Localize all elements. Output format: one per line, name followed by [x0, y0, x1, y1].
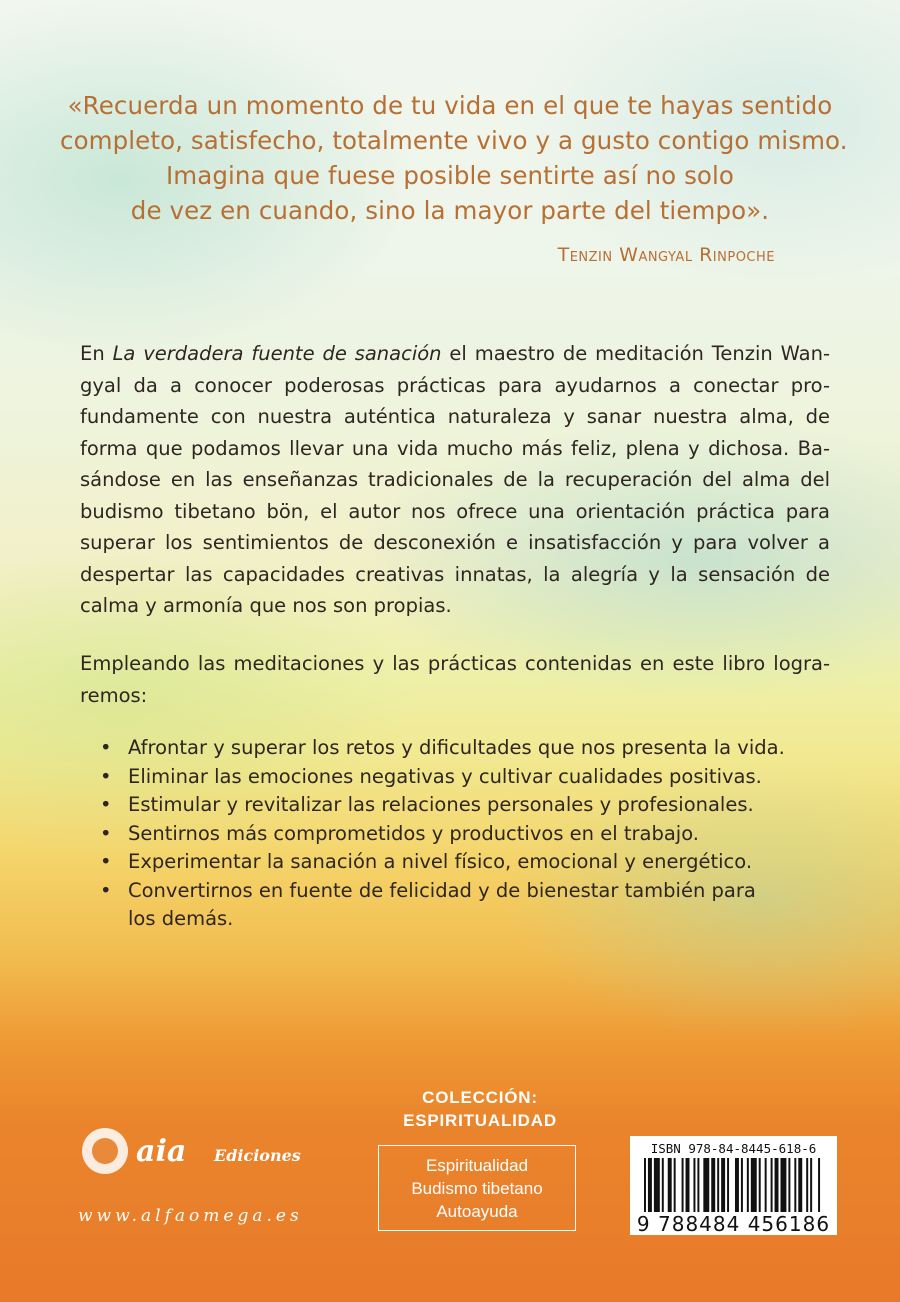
- barcode-bar: [806, 1158, 808, 1212]
- barcode-bar: [771, 1158, 773, 1212]
- quote-line: completo, satisfecho, totalmente vivo y a gusto contigo mismo.: [60, 126, 848, 155]
- barcode-bar: [668, 1158, 672, 1212]
- barcode-bar: [780, 1158, 786, 1212]
- barcode-bar: [751, 1158, 757, 1212]
- intro-line: remos:: [80, 683, 148, 707]
- description-line: En La verdadera fuente de sanación el maestro de meditación Tenzin Wan-: [80, 342, 830, 365]
- description-line: despertar las capacidades creativas innatas, la alegría y la sensación de: [80, 562, 830, 586]
- globe-icon: [82, 1128, 128, 1174]
- list-item: • Eliminar las emociones negativas y cultivar cualidades positivas.: [98, 763, 818, 792]
- category-box: [378, 1145, 576, 1231]
- barcode-bar: [693, 1158, 695, 1212]
- description-line: budismo tibetano bön, el autor nos ofrece una orientación práctica para: [80, 499, 830, 523]
- barcode-bar: [810, 1158, 812, 1212]
- barcode-bar: [788, 1158, 790, 1212]
- quote-author: Tenzin Wangyal Rinpoche: [557, 244, 775, 266]
- barcode-bar: [765, 1158, 767, 1212]
- publisher-brand: aia: [136, 1134, 187, 1169]
- barcode-bar: [703, 1158, 709, 1212]
- isbn-text: ISBN 978-84-8445-618-6: [650, 1141, 817, 1156]
- barcode-bar: [674, 1158, 676, 1212]
- collection-name: ESPIRITUALIDAD: [403, 1111, 557, 1130]
- description-line: sándose en las enseñanzas tradicionales de la recuperación del alma del: [80, 468, 830, 491]
- barcode-bar: [721, 1158, 725, 1212]
- barcode-bar: [648, 1158, 652, 1212]
- barcode-bar: [818, 1158, 820, 1212]
- quote-block: [60, 88, 848, 228]
- quote-line: de vez en cuando, sino la mayor parte del tiempo».: [130, 196, 770, 225]
- barcode-bar: [654, 1158, 660, 1212]
- barcode-bar: [711, 1158, 715, 1212]
- barcode-bars: [644, 1158, 824, 1212]
- description-paragraph: [80, 338, 830, 622]
- barcode-bar: [644, 1158, 646, 1212]
- list-item: • Convertirnos en fuente de felicidad y de bienestar también para los demás.: [98, 877, 818, 934]
- description-line: forma que podamos llevar una vida mucho más feliz, plena y dichosa. Ba-: [80, 436, 830, 460]
- list-item: • Experimentar la sanación a nivel físico, emocional y energético.: [98, 848, 818, 877]
- barcode-bar: [741, 1158, 743, 1212]
- barcode-bar: [662, 1158, 664, 1212]
- description-line: calma y armonía que nos son propias.: [80, 594, 452, 617]
- collection-label: COLECCIÓN:: [422, 1088, 538, 1107]
- barcode-number: 9 788484 456186: [636, 1212, 831, 1236]
- barcode-bar: [727, 1158, 729, 1212]
- barcode-bar: [747, 1158, 749, 1212]
- barcode-bar: [735, 1158, 739, 1212]
- barcode-bar: [686, 1158, 690, 1212]
- quote-line: «Recuerda un momento de tu vida en el que te hayas sentido: [67, 91, 833, 120]
- category-item: Autoayuda: [436, 1202, 518, 1221]
- list-item: • Afrontar y superar los retos y dificultades que nos presenta la vida.: [98, 734, 818, 763]
- publisher-logo: [78, 1124, 348, 1184]
- list-item: • Sentirnos más comprometidos y productivos en el trabajo.: [98, 820, 818, 849]
- publisher-sub: Ediciones: [214, 1146, 301, 1165]
- barcode: [630, 1136, 837, 1235]
- book-title: La verdadera fuente de sanación: [112, 342, 442, 365]
- category-item: Espiritualidad: [425, 1156, 529, 1175]
- list-item-continuation: los demás.: [128, 907, 234, 930]
- publisher-url: www.alfaomega.es: [78, 1206, 303, 1226]
- barcode-bar: [798, 1158, 802, 1212]
- intro-line: Empleando las meditaciones y las prácticas contenidas en este libro logra-: [80, 652, 830, 675]
- quote-line: Imagina que fuese posible sentirte así no solo: [165, 161, 735, 190]
- description-line: superar los sentimientos de desconexión e insatisfacción y para volver a: [80, 531, 830, 554]
- category-item: Budismo tibetano: [411, 1179, 543, 1198]
- intro-paragraph: [80, 648, 830, 711]
- description-line: gyal da a conocer poderosas prácticas para ayudarnos a conectar pro-: [80, 373, 830, 397]
- barcode-bar: [794, 1158, 796, 1212]
- collection-heading: [380, 1086, 580, 1132]
- barcode-bar: [759, 1158, 761, 1212]
- barcode-bar: [697, 1158, 699, 1212]
- barcode-bar: [775, 1158, 779, 1212]
- list-item: • Estimular y revitalizar las relaciones personales y profesionales.: [98, 791, 818, 820]
- barcode-bar: [682, 1158, 684, 1212]
- benefits-list: [98, 734, 818, 934]
- description-line: fundamente con nuestra auténtica naturaleza y sanar nuestra alma, de: [80, 405, 830, 428]
- barcode-bar: [717, 1158, 719, 1212]
